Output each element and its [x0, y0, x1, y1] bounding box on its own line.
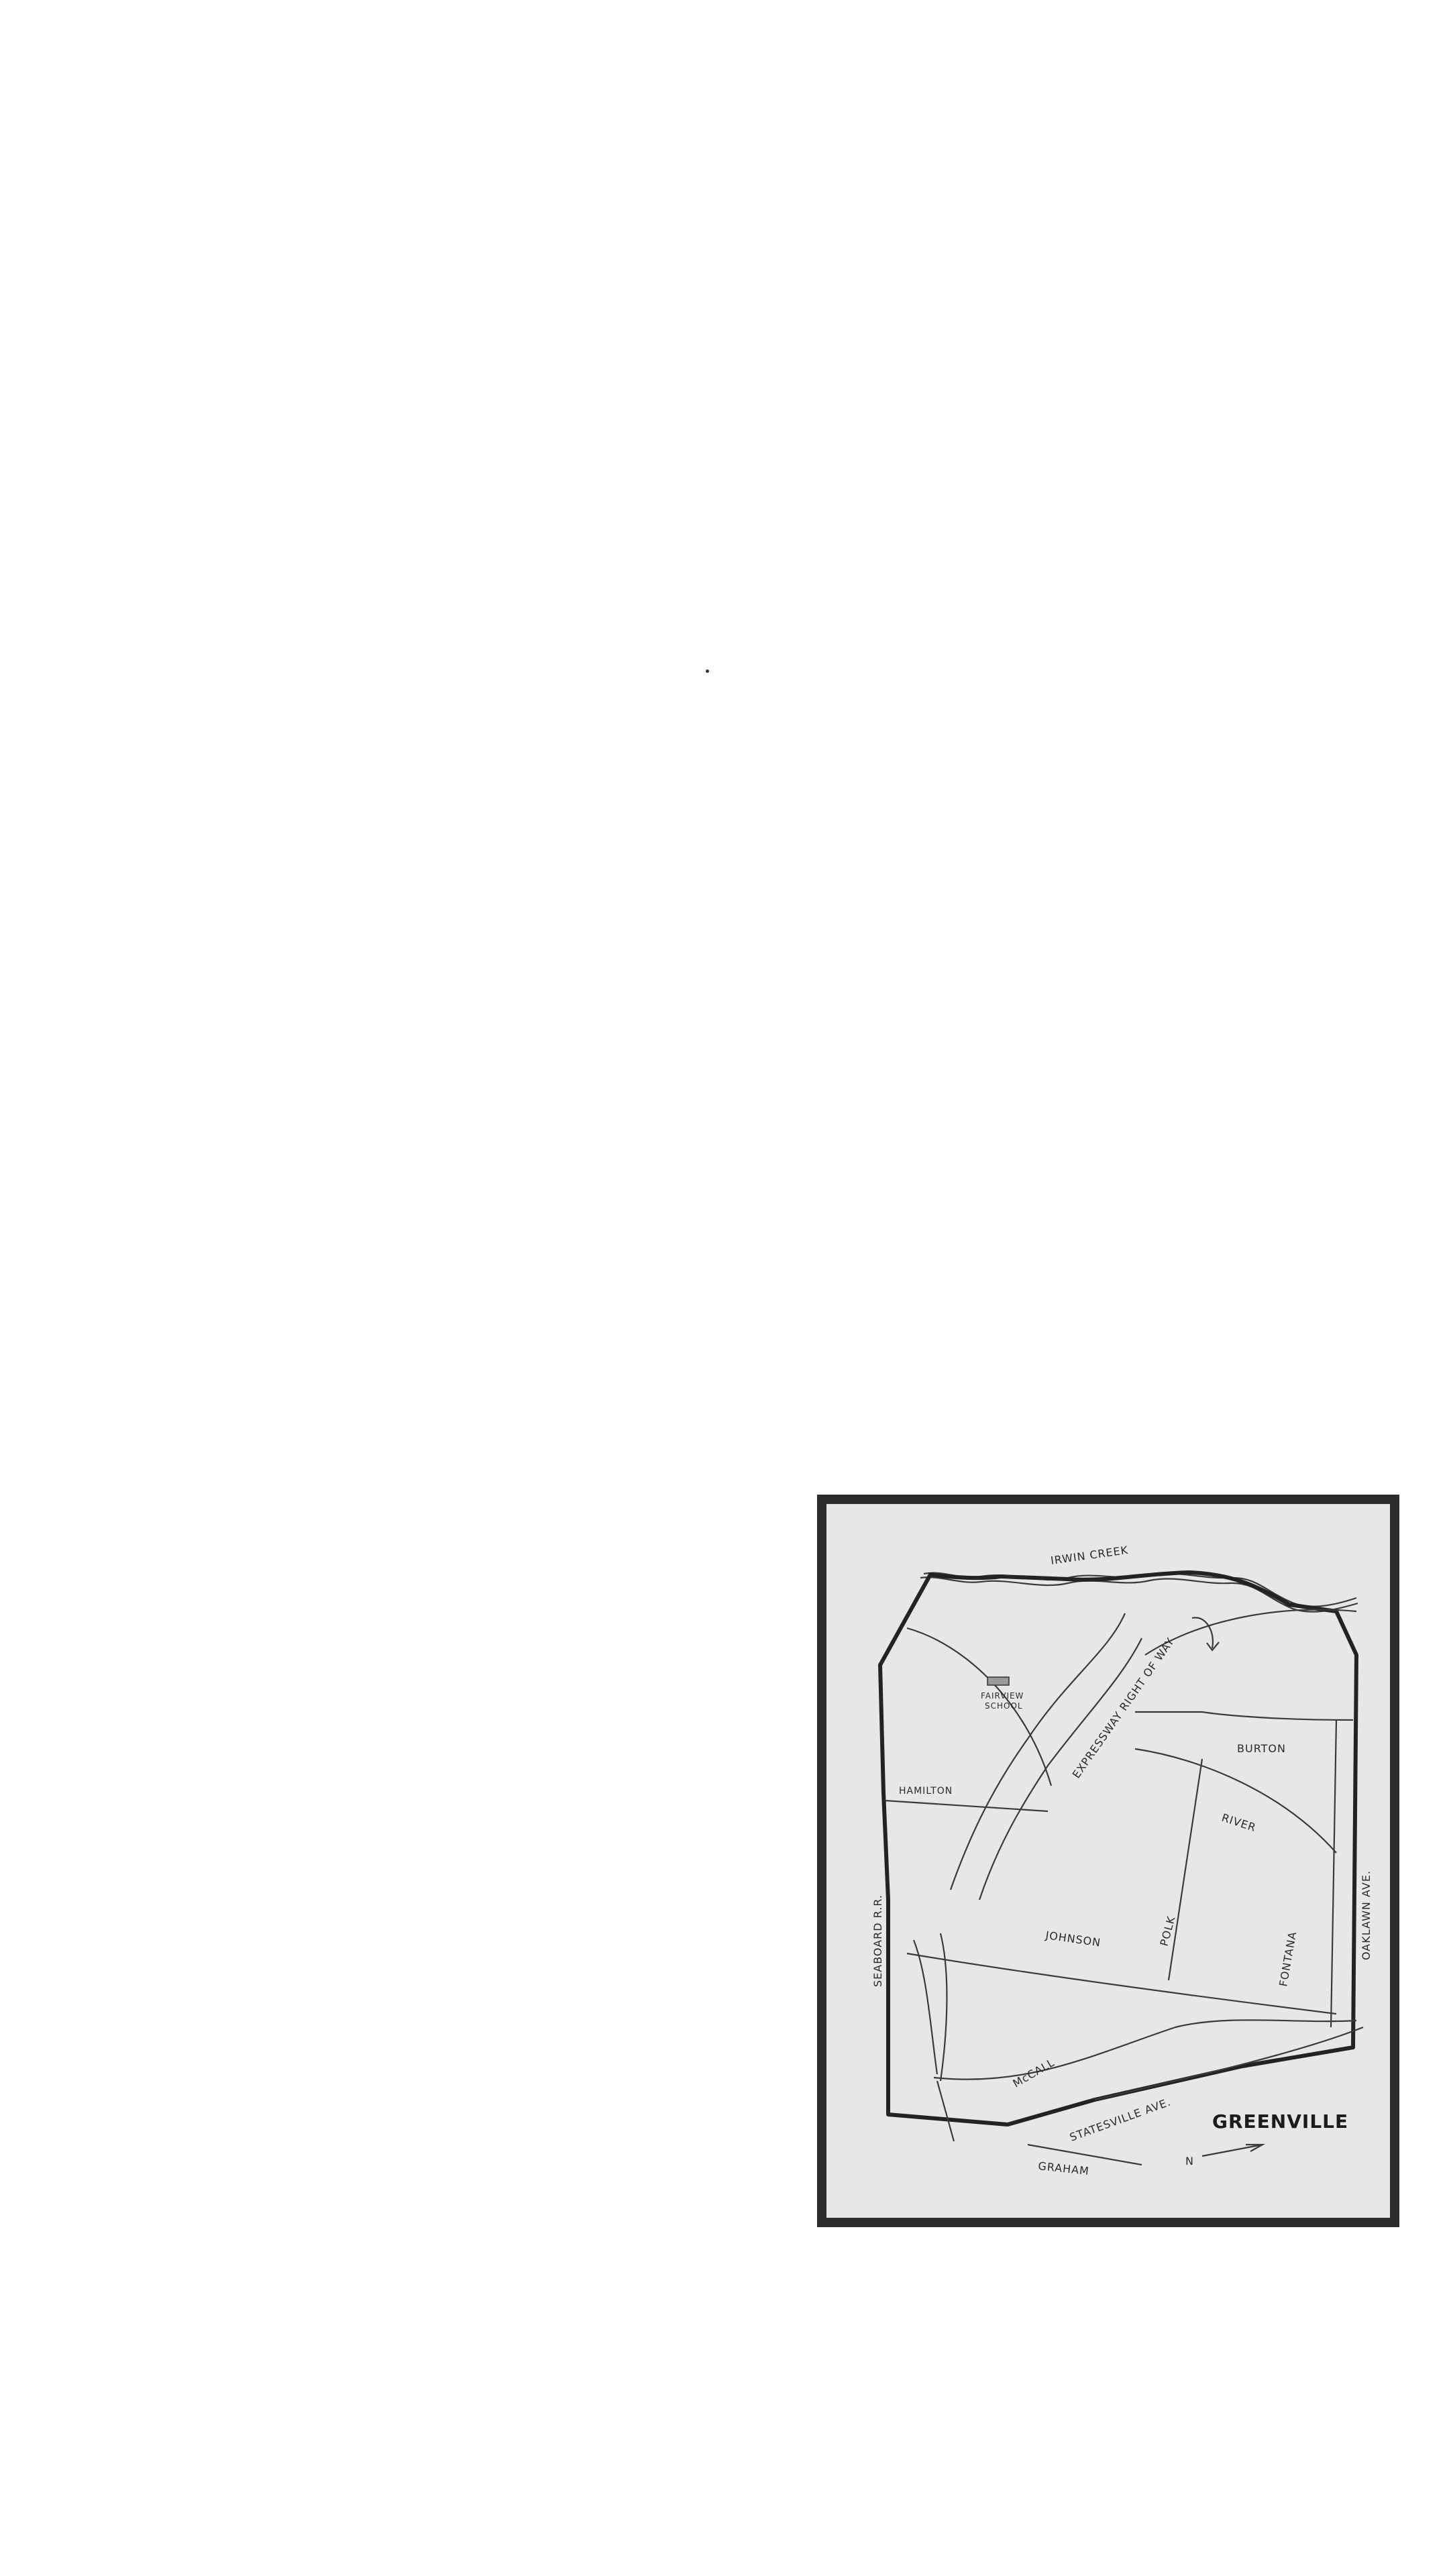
- label-river: RIVER: [1220, 1811, 1258, 1835]
- label-graham: GRAHAM: [1037, 2159, 1090, 2178]
- label-seaboard: SEABOARD R.R.: [871, 1894, 884, 1987]
- expressway-arrow: [1192, 1617, 1219, 1650]
- label-statesville: STATESVILLE AVE.: [1067, 2095, 1173, 2144]
- label-school-line2: SCHOOL: [985, 1701, 1023, 1711]
- street-polk: [1169, 1759, 1202, 1980]
- label-irwin-creek: IRWIN CREEK: [1049, 1543, 1130, 1567]
- stray-speck: [706, 669, 709, 673]
- label-burton: BURTON: [1237, 1742, 1286, 1755]
- neighborhood-map: [826, 1504, 1390, 2218]
- label-greenville: GREENVILLE: [1212, 2110, 1349, 2133]
- street-river: [1135, 1749, 1336, 1853]
- map-frame: [817, 1495, 1399, 2227]
- street-fontana: [1331, 1720, 1336, 2027]
- label-oaklawn: OAKLAWN AVE.: [1360, 1870, 1373, 1960]
- street-south-fork: [914, 1933, 954, 2141]
- label-fontana: FONTANA: [1277, 1930, 1299, 1988]
- street-school-arc: [907, 1628, 1051, 1786]
- street-johnson: [907, 1953, 1336, 2014]
- street-burton: [1135, 1712, 1353, 1720]
- label-north: N: [1185, 2155, 1194, 2167]
- label-polk: POLK: [1157, 1915, 1178, 1948]
- expressway-spur: [1145, 1610, 1356, 1655]
- label-johnson: JOHNSON: [1044, 1929, 1102, 1949]
- label-expressway: EXPRESSWAY RIGHT OF WAY: [1069, 1635, 1177, 1781]
- label-mccall: McCALL: [1010, 2055, 1057, 2090]
- label-hamilton: HAMILTON: [899, 1786, 953, 1796]
- street-mccall: [934, 2020, 1356, 2079]
- school-marker: [987, 1677, 1009, 1685]
- neighborhood-boundary: [880, 1572, 1356, 2125]
- map-paper: [826, 1504, 1390, 2218]
- label-school-line1: FAIRVIEW: [981, 1691, 1024, 1701]
